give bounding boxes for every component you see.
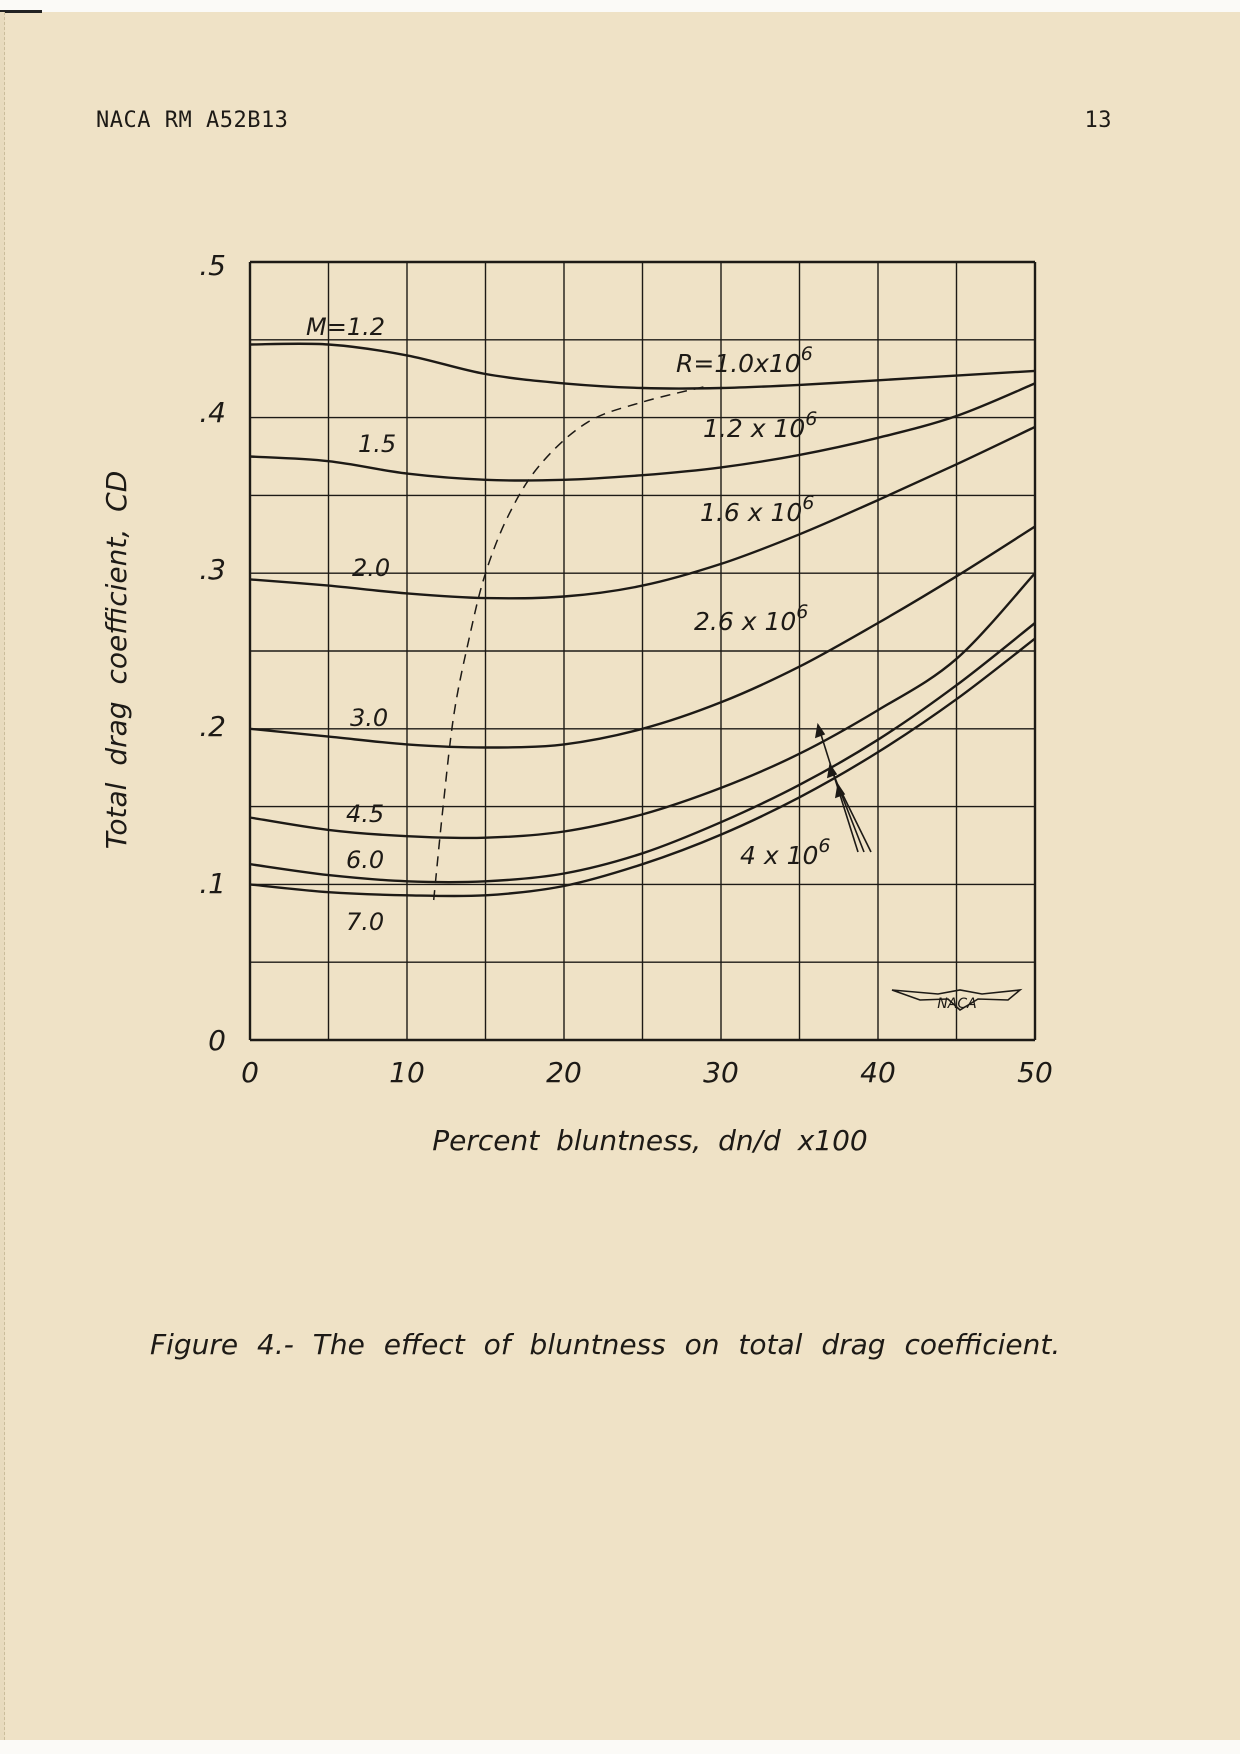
y-tick-label: 0	[208, 1024, 226, 1057]
figure-caption: Figure 4.- The effect of bluntness on total drag coefficient.	[150, 1328, 1061, 1361]
reynolds-labels	[676, 343, 831, 870]
x-tick-label: 30	[703, 1056, 739, 1089]
reynolds-label: $R=1.0x10^6$	[676, 343, 813, 378]
leader-arrowhead	[836, 785, 844, 797]
x-tick-label: 40	[860, 1056, 896, 1089]
x-tick-label: 10	[389, 1056, 425, 1089]
x-axis-title: Percent bluntness, dn/d x100	[432, 1124, 868, 1157]
series-line-boundary	[434, 387, 706, 901]
page-number: 13	[1084, 108, 1112, 133]
mach-label: 6.0	[346, 846, 385, 874]
reynolds-label: 4 x $10^6$	[740, 835, 831, 870]
x-tick-label: 0	[241, 1056, 259, 1089]
tick-layer	[199, 249, 1053, 1089]
y-tick-label: .5	[199, 249, 226, 282]
reynolds-label: 2.6 x $10^6$	[694, 601, 809, 636]
y-tick-label: .4	[199, 396, 226, 429]
mach-labels	[306, 313, 396, 936]
mach-label: M=1.2	[306, 313, 385, 341]
leader-lines	[816, 725, 871, 852]
naca-logo-text: NACA	[937, 996, 977, 1012]
x-tick-label: 20	[546, 1056, 582, 1089]
report-id: NACA RM A52B13	[96, 108, 289, 133]
mach-label: 3.0	[350, 704, 389, 732]
mach-label: 7.0	[346, 908, 385, 936]
leader-line	[830, 765, 864, 852]
mach-label: 4.5	[346, 800, 385, 828]
reynolds-label: 1.2 x $10^6$	[703, 408, 818, 443]
leader-arrowhead	[816, 725, 824, 737]
mach-label: 1.5	[358, 430, 397, 458]
y-tick-label: .1	[199, 867, 226, 900]
y-axis-title: Total drag coefficient, CD	[100, 470, 133, 850]
reynolds-label: 1.6 x $10^6$	[700, 492, 815, 527]
y-tick-label: .2	[199, 710, 226, 743]
x-tick-label: 50	[1017, 1056, 1053, 1089]
mach-label: 2.0	[352, 554, 391, 582]
y-tick-label: .3	[199, 553, 226, 586]
